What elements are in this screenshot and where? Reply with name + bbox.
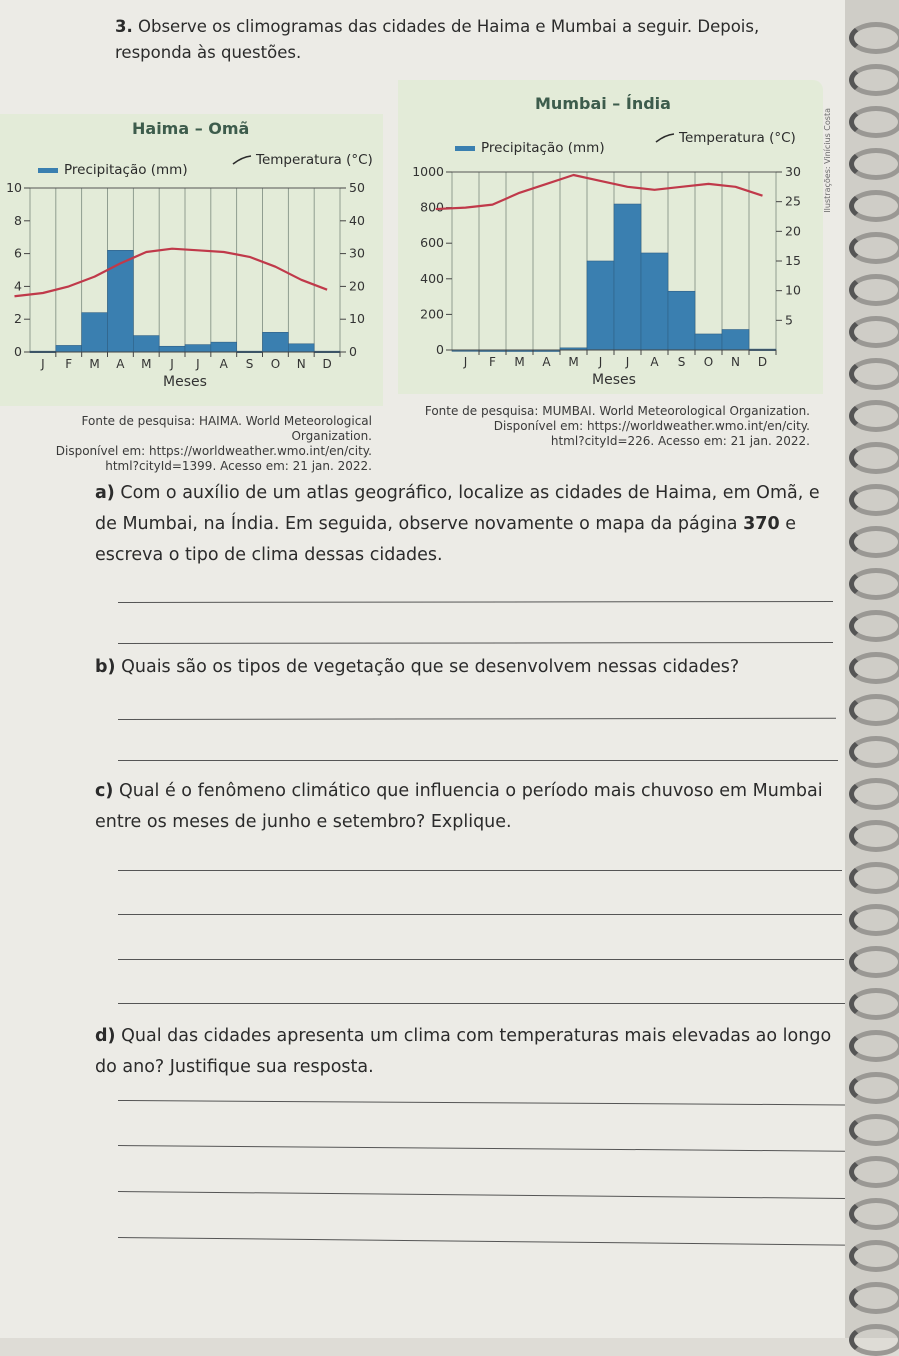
haima-climogram [0,170,383,400]
haima-source [0,414,372,474]
precipitation-bar [108,250,134,352]
month-label: A [219,357,228,371]
month-label: J [598,355,603,369]
month-label: J [41,357,45,371]
month-label: M [568,355,579,369]
spiral-ring [849,610,899,642]
month-label: J [196,357,200,371]
temperature-line [15,249,328,297]
mumbai-chart-title: Mumbai – Índia [535,94,671,113]
month-label: D [322,357,332,371]
month-label: O [703,355,714,369]
right-axis-tick-label: 20 [349,278,365,294]
question-letter: a) [95,483,115,503]
month-label: F [489,355,496,369]
spiral-ring [849,778,899,810]
precipitation-bar [722,330,749,350]
right-axis-tick-label: 10 [785,282,801,298]
spiral-ring [849,190,899,222]
precipitation-bar [263,332,289,352]
month-label: O [270,357,281,371]
spiral-ring [849,568,899,600]
right-axis-tick-label: 0 [349,344,357,359]
answer-line[interactable] [118,718,836,720]
spiral-ring [849,274,899,306]
question-text: Qual é o fenômeno climático que influencia o período mais chuvoso em Mumbai entre os meses de junho e setembro? Explique. [95,781,823,832]
answer-line[interactable] [118,870,842,871]
haima-chart-title: Haima – Omã [132,119,250,138]
spiral-ring [849,1114,899,1146]
month-label: J [170,357,174,371]
spiral-ring [849,1030,899,1062]
spiral-ring [849,988,899,1020]
spiral-ring [849,1324,899,1356]
spiral-ring [849,358,899,390]
spiral-ring [849,652,899,684]
month-label: A [542,355,551,369]
source-line: html?cityId=226. Acesso em: 21 jan. 2022. [550,434,810,448]
illustration-credit: Ilustrações: Vinícius Costa [823,108,832,213]
left-axis-tick-label: 6 [14,245,22,261]
right-axis-tick-label: 5 [785,312,793,328]
month-label: D [757,355,768,369]
spiral-ring [849,148,899,180]
left-axis-tick-label: 0 [436,342,444,357]
spiral-ring [849,106,899,138]
month-label: N [731,355,740,369]
legend-label: Temperatura (°C) [679,130,796,146]
answer-line[interactable] [118,1100,845,1105]
question-letter: c) [95,781,114,801]
spiral-ring [849,904,899,936]
month-label: M [514,355,525,369]
spiral-ring [849,694,899,726]
mumbai-source [405,404,810,449]
left-axis-tick-label: 0 [14,344,22,359]
left-axis-tick-label: 4 [14,278,22,294]
answer-line[interactable] [118,1237,845,1246]
right-axis-tick-label: 30 [349,245,365,261]
month-label: A [650,355,659,369]
right-axis-tick-label: 50 [349,180,365,195]
right-axis-tick-label: 30 [785,164,801,179]
question-intro-text: Observe os climogramas das cidades de Haima e Mumbai a seguir. Depois, responda às questões. [115,17,760,62]
spiral-ring [849,946,899,978]
spiral-ring [849,1282,899,1314]
precipitation-bar [587,261,614,350]
spiral-ring [849,862,899,894]
left-axis-tick-label: 400 [420,270,444,286]
precipitation-bar [56,345,82,352]
question-c [95,776,835,838]
spiral-ring [849,1072,899,1104]
question-a [95,478,835,571]
x-axis-label: Meses [592,372,636,388]
spiral-ring [849,526,899,558]
spiral-ring [849,64,899,96]
legend-line-swatch [232,155,252,165]
haima-legend-temp [232,152,373,168]
question-number: 3. [115,17,133,36]
month-label: J [625,355,630,369]
month-label: N [296,357,306,371]
answer-line[interactable] [118,914,842,915]
legend-label: Precipitação (mm) [64,162,188,178]
left-axis-tick-label: 8 [14,212,22,228]
month-label: J [463,355,468,369]
spiral-ring [849,232,899,264]
question-d [95,1021,835,1083]
source-line: Disponível em: https://worldweather.wmo.int/en/city. [55,444,372,458]
precipitation-bar [133,336,159,352]
x-axis-label: Meses [163,374,207,390]
precipitation-bar [159,346,185,352]
legend-label: Temperatura (°C) [256,152,373,168]
right-axis-tick-label: 15 [785,253,801,268]
spiral-ring [849,22,899,54]
month-label: F [65,357,73,371]
precipitation-bar [185,345,211,352]
answer-line[interactable] [118,642,833,644]
spiral-ring [849,484,899,516]
legend-label: Precipitação (mm) [481,140,605,156]
spiral-ring [849,400,899,432]
month-label: M [89,357,100,371]
precipitation-bar [288,344,314,352]
answer-line[interactable] [118,601,833,603]
right-axis-tick-label: 20 [785,223,801,239]
left-axis-tick-label: 800 [420,199,444,215]
left-axis-tick-label: 200 [420,306,444,322]
question-text: Quais são os tipos de vegetação que se desenvolvem nessas cidades? [121,657,740,677]
source-line: Fonte de pesquisa: MUMBAI. World Meteorological Organization. [424,404,810,418]
spiral-ring [849,1198,899,1230]
question-letter: b) [95,657,116,677]
source-line: Disponível em: https://worldweather.wmo.int/en/city. [493,419,810,433]
question-letter: d) [95,1026,116,1046]
source-line: Fonte de pesquisa: HAIMA. World Meteorological Organization. [81,414,372,443]
left-axis-tick-label: 600 [420,235,444,251]
precipitation-bar [211,342,237,352]
answer-line[interactable] [118,760,838,761]
left-axis-tick-label: 10 [6,180,22,195]
month-label: S [245,357,254,371]
month-label: M [141,357,152,371]
question-intro [115,14,815,66]
month-label: S [677,355,686,369]
temperature-line [436,175,763,209]
source-line: html?cityId=1399. Acesso em: 21 jan. 2022. [105,459,372,473]
question-b [95,652,835,683]
answer-line[interactable] [118,1145,845,1152]
precipitation-bar [614,204,641,350]
precipitation-bar [641,253,668,350]
precipitation-bar [695,334,722,350]
right-axis-tick-label: 10 [349,311,365,327]
notebook-spiral [845,0,899,1338]
precipitation-bar [82,313,108,352]
page-number-reference: 370 [743,514,780,534]
answer-line[interactable] [118,1191,845,1199]
spiral-ring [849,736,899,768]
left-axis-tick-label: 2 [14,311,22,327]
question-text: Com o auxílio de um atlas geográfico, localize as cidades de Haima, em Omã, e de Mumbai, na Índia. Em seguida, observe novamente o mapa da página 370 e escreva o tipo de clima dessas cidades. [95,483,820,565]
question-text: Qual das cidades apresenta um clima com temperaturas mais elevadas ao longo do ano? Justifique sua resposta. [95,1026,832,1077]
mumbai-climogram [398,140,823,390]
left-axis-tick-label: 1000 [412,164,444,179]
spiral-ring [849,820,899,852]
right-axis-tick-label: 25 [785,193,801,209]
precipitation-bar [668,291,695,350]
answer-line[interactable] [118,959,844,960]
spiral-ring [849,316,899,348]
spiral-ring [849,442,899,474]
month-label: A [116,357,125,371]
right-axis-tick-label: 40 [349,212,365,228]
spiral-ring [849,1156,899,1188]
answer-line[interactable] [118,1003,845,1004]
spiral-ring [849,1240,899,1272]
